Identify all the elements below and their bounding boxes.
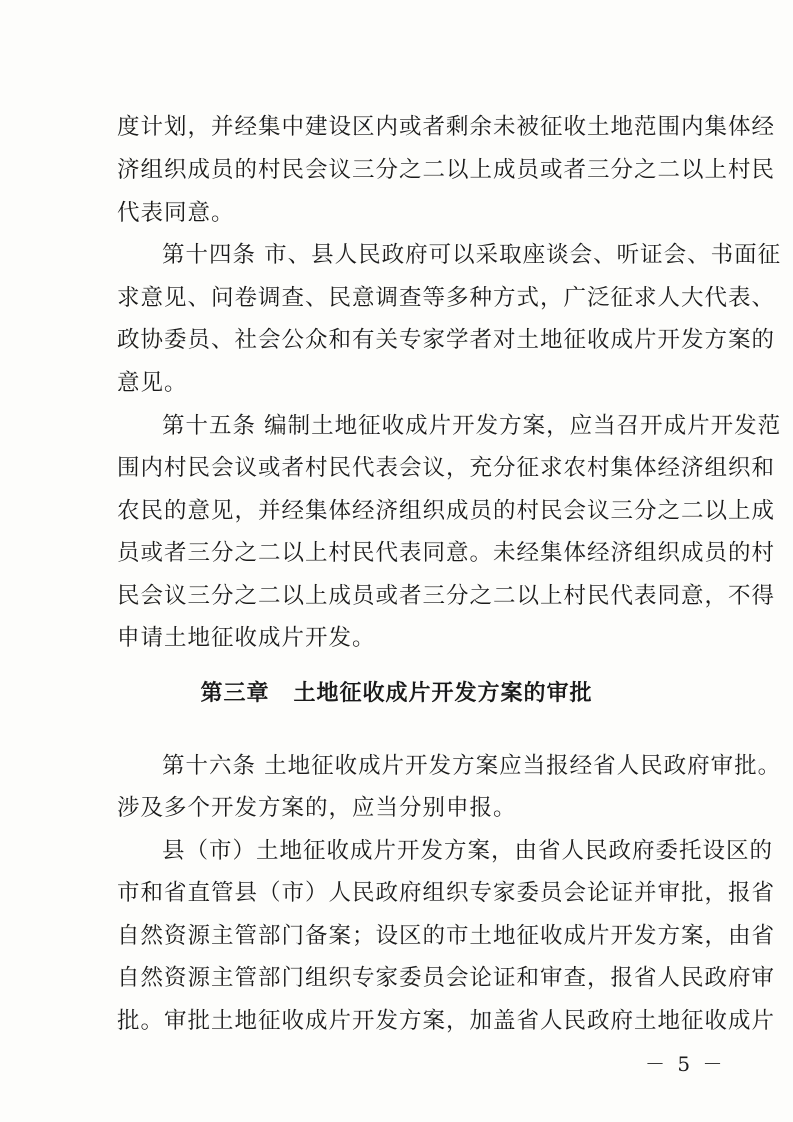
body-line: 申请土地征收成片开发。 <box>117 625 376 651</box>
body-line: 求意见、问卷调查、民意调查等多种方式，广泛征求人大代表、 <box>117 285 776 311</box>
body-line: 意见。 <box>117 370 188 396</box>
body-line: 济组织成员的村民会议三分之二以上成员或者三分之二以上村民 <box>117 157 776 183</box>
body-line: 县（市）土地征收成片开发方案，由省人民政府委托设区的 <box>162 838 774 864</box>
body-line: 市和省直管县（市）人民政府组织专家委员会论证并审批，报省 <box>117 880 776 906</box>
chapter-title: 土地征收成片开发方案的审批 <box>293 681 593 706</box>
chapter-heading <box>0 679 793 709</box>
body-line: 自然资源主管部门备案；设区的市土地征收成片开发方案，由省 <box>117 923 776 949</box>
page-number: － 5 － <box>645 1052 726 1076</box>
body-line: 批。审批土地征收成片开发方案，加盖省人民政府土地征收成片 <box>117 1008 776 1034</box>
body-line: 度计划，并经集中建设区内或者剩余未被征收土地范围内集体经 <box>117 114 776 140</box>
body-line: 围内村民会议或者村民代表会议，充分征求农村集体经济组织和 <box>117 455 776 481</box>
body-line: 政协委员、社会公众和有关专家学者对土地征收成片开发方案的 <box>117 327 776 353</box>
body-line: 民会议三分之二以上成员或者三分之二以上村民代表同意，不得 <box>117 583 776 609</box>
article-14-line: 第十四条 市、县人民政府可以采取座谈会、听证会、书面征 <box>162 242 782 268</box>
body-line: 员或者三分之二以上村民代表同意。未经集体经济组织成员的村 <box>117 540 776 566</box>
chapter-number: 第三章 <box>200 681 270 706</box>
body-line: 代表同意。 <box>117 200 235 226</box>
body-line: 涉及多个开发方案的，应当分别申报。 <box>117 795 517 821</box>
article-16-line: 第十六条 土地征收成片开发方案应当报经省人民政府审批。 <box>162 753 782 779</box>
body-line: 农民的意见，并经集体经济组织成员的村民会议三分之二以上成 <box>117 498 776 524</box>
body-line: 自然资源主管部门组织专家委员会论证和审查，报省人民政府审 <box>117 965 776 991</box>
article-15-line: 第十五条 编制土地征收成片开发方案，应当召开成片开发范 <box>162 413 782 439</box>
